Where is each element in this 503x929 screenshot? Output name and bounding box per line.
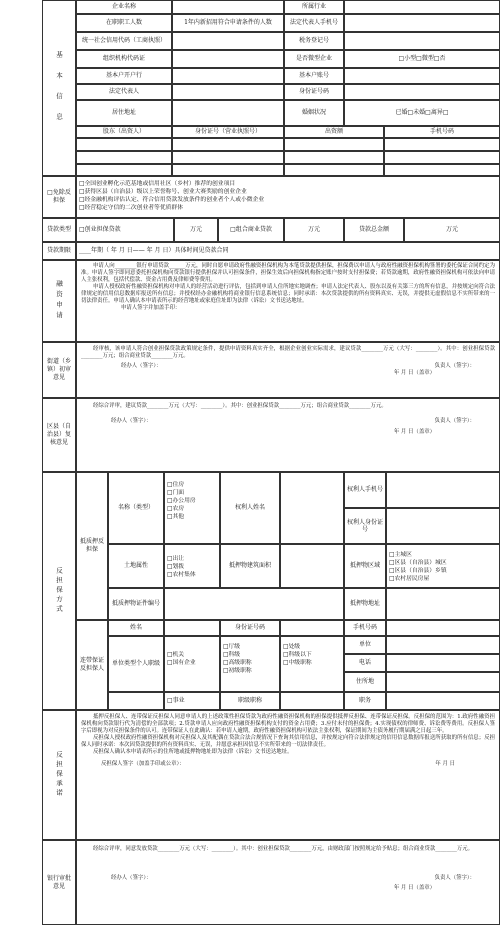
- rank-title-field[interactable]: [280, 692, 344, 710]
- shareholder-blank[interactable]: [284, 164, 384, 176]
- employee-count-label-0: 在职职工人数: [76, 14, 172, 32]
- org-code-label-2: 是否微型企业: [284, 50, 344, 68]
- building-area-field[interactable]: [280, 544, 344, 588]
- credit-code-label-0: 统一社会信用代码（工商执照）: [76, 32, 172, 50]
- street-leader-sign[interactable]: 负责人（签字）：: [434, 363, 475, 369]
- company-name-value-3[interactable]: [344, 0, 500, 14]
- bank-branch-label-0: 基本户开户行: [76, 68, 172, 84]
- rank-option[interactable]: □科级: [223, 652, 241, 658]
- unit-field[interactable]: [386, 636, 500, 654]
- pledge-type-options: [164, 472, 220, 544]
- region-option[interactable]: □区县（自治县）乡镇: [389, 568, 447, 574]
- unit-type-options: [164, 636, 220, 692]
- company-name-value-1[interactable]: [172, 0, 284, 14]
- pledge-type-option[interactable]: □门面: [167, 490, 185, 496]
- bank-branch-value-3[interactable]: [344, 68, 500, 84]
- owner-id-label: 权利人身份证号: [344, 508, 386, 544]
- address-value-3[interactable]: 已婚□未婚□离异□: [344, 100, 500, 126]
- exemption-label[interactable]: □免除反担保: [42, 176, 76, 218]
- street-review-body: 经审核，该申请人符合创业担保贷款政策规定条件，提供申请资料真实齐全，根据企业创业实际需求，建议贷款________万元（大写：________）。其中：创业担保贷款________万元；组合商业贷款________万元。: [81, 346, 495, 359]
- owner-id-field[interactable]: [386, 508, 500, 544]
- cert-number-label: 抵质押物证件编号: [108, 588, 164, 620]
- bank-review-body: 经综合评审，同意发放贷款________万元（大写：________）。其中：创业担保贷款________万元，由财政部门按照规定给予贴息；组合商业贷款________万元。: [93, 846, 474, 852]
- shareholder-blank[interactable]: [76, 138, 172, 151]
- region-option[interactable]: □农村居民房屋: [389, 576, 430, 582]
- shareholder-blank[interactable]: [284, 151, 384, 164]
- phone-label: 电话: [344, 654, 386, 672]
- applicant-sign[interactable]: 申请人签字并加盖手印：: [121, 305, 181, 311]
- district-handler-sign[interactable]: 经办人（签字）：: [111, 418, 152, 424]
- street-review-label: 街道（乡镇）初审意见: [42, 342, 76, 398]
- guarantor-id-field[interactable]: [280, 620, 344, 636]
- residence-label: 住所地: [344, 672, 386, 692]
- promise-para-1: 抵押反担保人、连带保证反担保人同意申请人的上述政策性担保贷款为政府性融资担保机构的担保提供抵押反担保、连带保证反担保。反担保的范围为：1.政府性融资担保机构向贷款银行代为清偿的全部款项；2.贷款申请人应向政府性融资担保机构支付的资金占用费；3.应付未付的担保费；4.实现债权的律师费、诉讼费等费用。反担保人签字后即视为对反担保条件的认可。连带保证人在此确认：若申请人逾期，政府性融资担保机构可依法主张权利，保证期间为主债务履行期届满之日起三年。: [81, 714, 495, 734]
- legal-rep-label-0: 法定代表人: [76, 84, 172, 100]
- bank-review-label: 银行审批意见: [42, 840, 76, 925]
- loan-term-text: ____年期（ 年 月 日—— 年 月 日）具体时间见贷款合同: [76, 242, 500, 260]
- employee-count-value-3[interactable]: [344, 14, 500, 32]
- district-leader-sign[interactable]: 负责人（签字）：: [434, 418, 475, 424]
- shareholder-blank[interactable]: [172, 151, 284, 164]
- company-name-label-2: 所属行业: [284, 0, 344, 14]
- region-label: 抵押物区域: [344, 544, 386, 588]
- promise-label: 反担保承诺: [42, 710, 76, 840]
- exemption-option[interactable]: □获得区县（自治县）级以上荣誉称号、创业大赛奖励的创业企业: [79, 189, 247, 195]
- promise-text: [76, 710, 500, 840]
- rank-option[interactable]: □处级: [283, 644, 301, 650]
- street-date: 年 月 日（盖章）: [393, 370, 435, 376]
- rank-title-label: 职级职称: [220, 692, 280, 710]
- legal-rep-value-3[interactable]: [344, 84, 500, 100]
- guarantee-loan-unit: 万元: [174, 218, 218, 242]
- land-attr-options: [164, 544, 220, 588]
- pledge-name-label: 名称（类型）: [108, 472, 164, 544]
- shareholder-blank[interactable]: [384, 138, 500, 151]
- promise-para-3: 反担保人确认本申请表所示的住所地或抵押物地址即为法律（诉讼）文书送达地址。: [93, 749, 293, 755]
- residence-field[interactable]: [386, 672, 500, 692]
- rank-options-2: [280, 636, 344, 692]
- bank-branch-label-2: 基本户账号: [284, 68, 344, 84]
- loan-type-label: 贷款类型: [42, 218, 76, 242]
- position-field[interactable]: [386, 692, 500, 710]
- shareholder-blank[interactable]: [284, 138, 384, 151]
- application-text: [76, 260, 500, 342]
- commercial-loan-unit: 万元: [284, 218, 344, 242]
- district-review-label: 区县（自治县）复核意见: [42, 398, 76, 472]
- guarantor-name-label: 姓名: [108, 620, 164, 636]
- org-code-value-1[interactable]: [172, 50, 284, 68]
- owner-phone-field[interactable]: [386, 472, 500, 508]
- region-option[interactable]: □主城区: [389, 552, 412, 558]
- shareholder-blank[interactable]: [76, 151, 172, 164]
- shareholder-id-col: 身份证号（营业执照号）: [172, 126, 284, 138]
- exemption-option[interactable]: □全国创业孵化示范基地或信用社区（乡村）推荐的创业项目: [79, 181, 236, 187]
- owner-phone-label: 权利人手机号: [344, 472, 386, 508]
- rank-options-1: [220, 636, 280, 692]
- pledge-type-option[interactable]: □办公用房: [167, 498, 196, 504]
- blank-cell: [108, 692, 164, 710]
- exemption-options: [76, 176, 500, 218]
- street-review-text: [76, 342, 500, 398]
- unit-type-label: 单位类型个人职级: [108, 636, 164, 692]
- pledge-type-option[interactable]: □农房: [167, 506, 185, 512]
- promise-para-2: 反担保人授权政府性融资担保机构对反担保人及其配偶在贷款合法合规情况下查询其信用信息，并按规定向符合法律规定的信用信息数据库报送所获取的所有信息；反担保人同时承诺：本次因贷款提供的所有资料真实、无误，并愿意承担因信息不实所带来的一切法律责任。: [81, 735, 495, 748]
- unit-label: 单位: [344, 636, 386, 654]
- district-date: 年 月 日（盖章）: [393, 429, 435, 435]
- guarantor-id-label: 身份证号码: [220, 620, 280, 636]
- loan-term-label: 贷款期限: [42, 242, 76, 260]
- application-para-2: 申请人授权政府性融资担保机构对申请人的经营活动进行评估，包括到申请人住所地实地调查；申请人法定代表人、股东以及有关第三方的所有信息，并按规定向符合法律规定的信用信息数据库报送所有信息；并授权经办金融机构将商业银行信息系统信息；同时承诺：本次贷款提供的所有资料真实、无误，并提供无虚假信息不实所带来的一切法律责任。申请人确认本申请表所示的经营地址或家庭住址即为法律（诉讼）文书送达地址。: [81, 284, 495, 304]
- basic-info-label: 基 本 信 息: [42, 0, 76, 176]
- exemption-option[interactable]: □经营稳定守信的二次创业者等优质群体: [79, 205, 184, 211]
- shareholder-blank[interactable]: [172, 164, 284, 176]
- guarantor-phone-field[interactable]: [386, 620, 500, 636]
- org-code-value-3[interactable]: □小型□微型□否: [344, 50, 500, 68]
- street-handler-sign[interactable]: 经办人（签字）：: [121, 363, 162, 369]
- total-amount-unit: 万元: [404, 218, 500, 242]
- guarantor-label: 连带保证反担保人: [76, 620, 108, 710]
- employee-count-value-1[interactable]: 1年内新招用符合申请条件的人数: [172, 14, 284, 32]
- pledge-address-field[interactable]: [386, 588, 500, 620]
- shareholder-blank[interactable]: [172, 138, 284, 151]
- rank-option[interactable]: □中级职称: [283, 660, 312, 666]
- region-option[interactable]: □区县（自治县）城区: [389, 560, 447, 566]
- pledge-address-label: 抵押物地址: [344, 588, 386, 620]
- rank-option[interactable]: □厅级: [223, 644, 241, 650]
- owner-name-label: 权利人姓名: [220, 472, 280, 544]
- counter-guarantor-sign[interactable]: 反担保人签字（加盖手印或公章）：: [101, 761, 185, 767]
- address-label-0: 居住地址: [76, 100, 172, 126]
- legal-rep-value-1[interactable]: [172, 84, 284, 100]
- guarantor-phone-label: 手机号码: [344, 620, 386, 636]
- bank-date: 年 月 日（盖章）: [393, 885, 435, 891]
- district-review-text: [76, 398, 500, 472]
- application-para-1: 申请人向________银行申请贷款______万元，同时自愿申请政府性融资担保机构为本笔贷款提供担保，担保费以申请人与政府性融资担保机构签署的委托保证合同约定为准。申请人签字即同意委托担保机构向贷款银行提供担保并认可担保条件，担保生效后向担保机构指定账户按时支付担保费；若贷款逾期，政府性融资担保机构可依法向申请人主张权利，包括代偿款、资金占用费及律师费等费用。: [81, 263, 495, 283]
- address-label-2: 婚姻状况: [284, 100, 344, 126]
- unit-type-option[interactable]: □国有企业: [167, 660, 196, 666]
- shareholder-amount-col: 出资额: [284, 126, 384, 138]
- district-review-body: 经综合评审，建议贷款________万元（大写：________）。其中：创业担保贷款________万元；组合商业贷款________万元。: [93, 403, 387, 409]
- bank-review-text: [76, 840, 500, 925]
- shareholder-blank[interactable]: [76, 164, 172, 176]
- land-option[interactable]: □农村集体: [167, 572, 196, 578]
- land-option[interactable]: □出让: [167, 556, 185, 562]
- credit-code-label-2: 税务登记号: [284, 32, 344, 50]
- guarantee-loan-option[interactable]: □创业担保贷款: [76, 218, 174, 242]
- exemption-option[interactable]: □经金融机构评估认定、符合信用贷款发放条件的创业者个人或小微企业: [79, 197, 265, 203]
- phone-field[interactable]: [386, 654, 500, 672]
- credit-code-value-1[interactable]: [172, 32, 284, 50]
- bank-branch-value-1[interactable]: [172, 68, 284, 84]
- employee-count-label-2: 法定代表人手机号: [284, 14, 344, 32]
- company-name-label-0: 企业名称: [76, 0, 172, 14]
- bank-handler-sign[interactable]: 经办人（签字）：: [111, 875, 152, 881]
- rank-option[interactable]: □科级以下: [283, 652, 312, 658]
- rank-option[interactable]: □高级职称: [223, 660, 252, 666]
- shareholder-blank[interactable]: [384, 164, 500, 176]
- region-options: [386, 544, 500, 588]
- legal-rep-label-2: 身份证号码: [284, 84, 344, 100]
- cert-number-field[interactable]: [164, 588, 344, 620]
- promise-date: 年 月 日: [435, 761, 455, 767]
- pledge-type-option[interactable]: □住房: [167, 482, 185, 488]
- pledge-type-option[interactable]: □其他: [167, 514, 185, 520]
- institution-option[interactable]: □事业: [164, 692, 220, 710]
- shareholder-phone-col: 手机号码: [384, 126, 500, 138]
- owner-name-field[interactable]: [280, 472, 344, 544]
- bank-leader-sign[interactable]: 负责人（签字）：: [434, 875, 475, 881]
- total-amount-label: 贷款总金额: [344, 218, 404, 242]
- commercial-loan-option[interactable]: □组合商业贷款: [218, 218, 284, 242]
- org-code-label-0: 组织机构代码证: [76, 50, 172, 68]
- shareholder-col: 股东（出资人）: [76, 126, 172, 138]
- guarantor-name-field[interactable]: [164, 620, 220, 636]
- building-area-label: 抵押物建筑面积: [220, 544, 280, 588]
- pledge-label: 抵质押反担保: [76, 472, 108, 620]
- counter-guarantee-label: 反担保方式: [42, 472, 76, 710]
- unit-type-option[interactable]: □机关: [167, 652, 185, 658]
- shareholder-blank[interactable]: [384, 151, 500, 164]
- position-label: 职务: [344, 692, 386, 710]
- rank-option[interactable]: □初级职称: [223, 668, 252, 674]
- credit-code-value-3[interactable]: [344, 32, 500, 50]
- land-option[interactable]: □划拨: [167, 564, 185, 570]
- land-attr-label: 土地属性: [108, 544, 164, 588]
- application-label: 融资申请: [42, 260, 76, 342]
- address-value-1[interactable]: [172, 100, 284, 126]
